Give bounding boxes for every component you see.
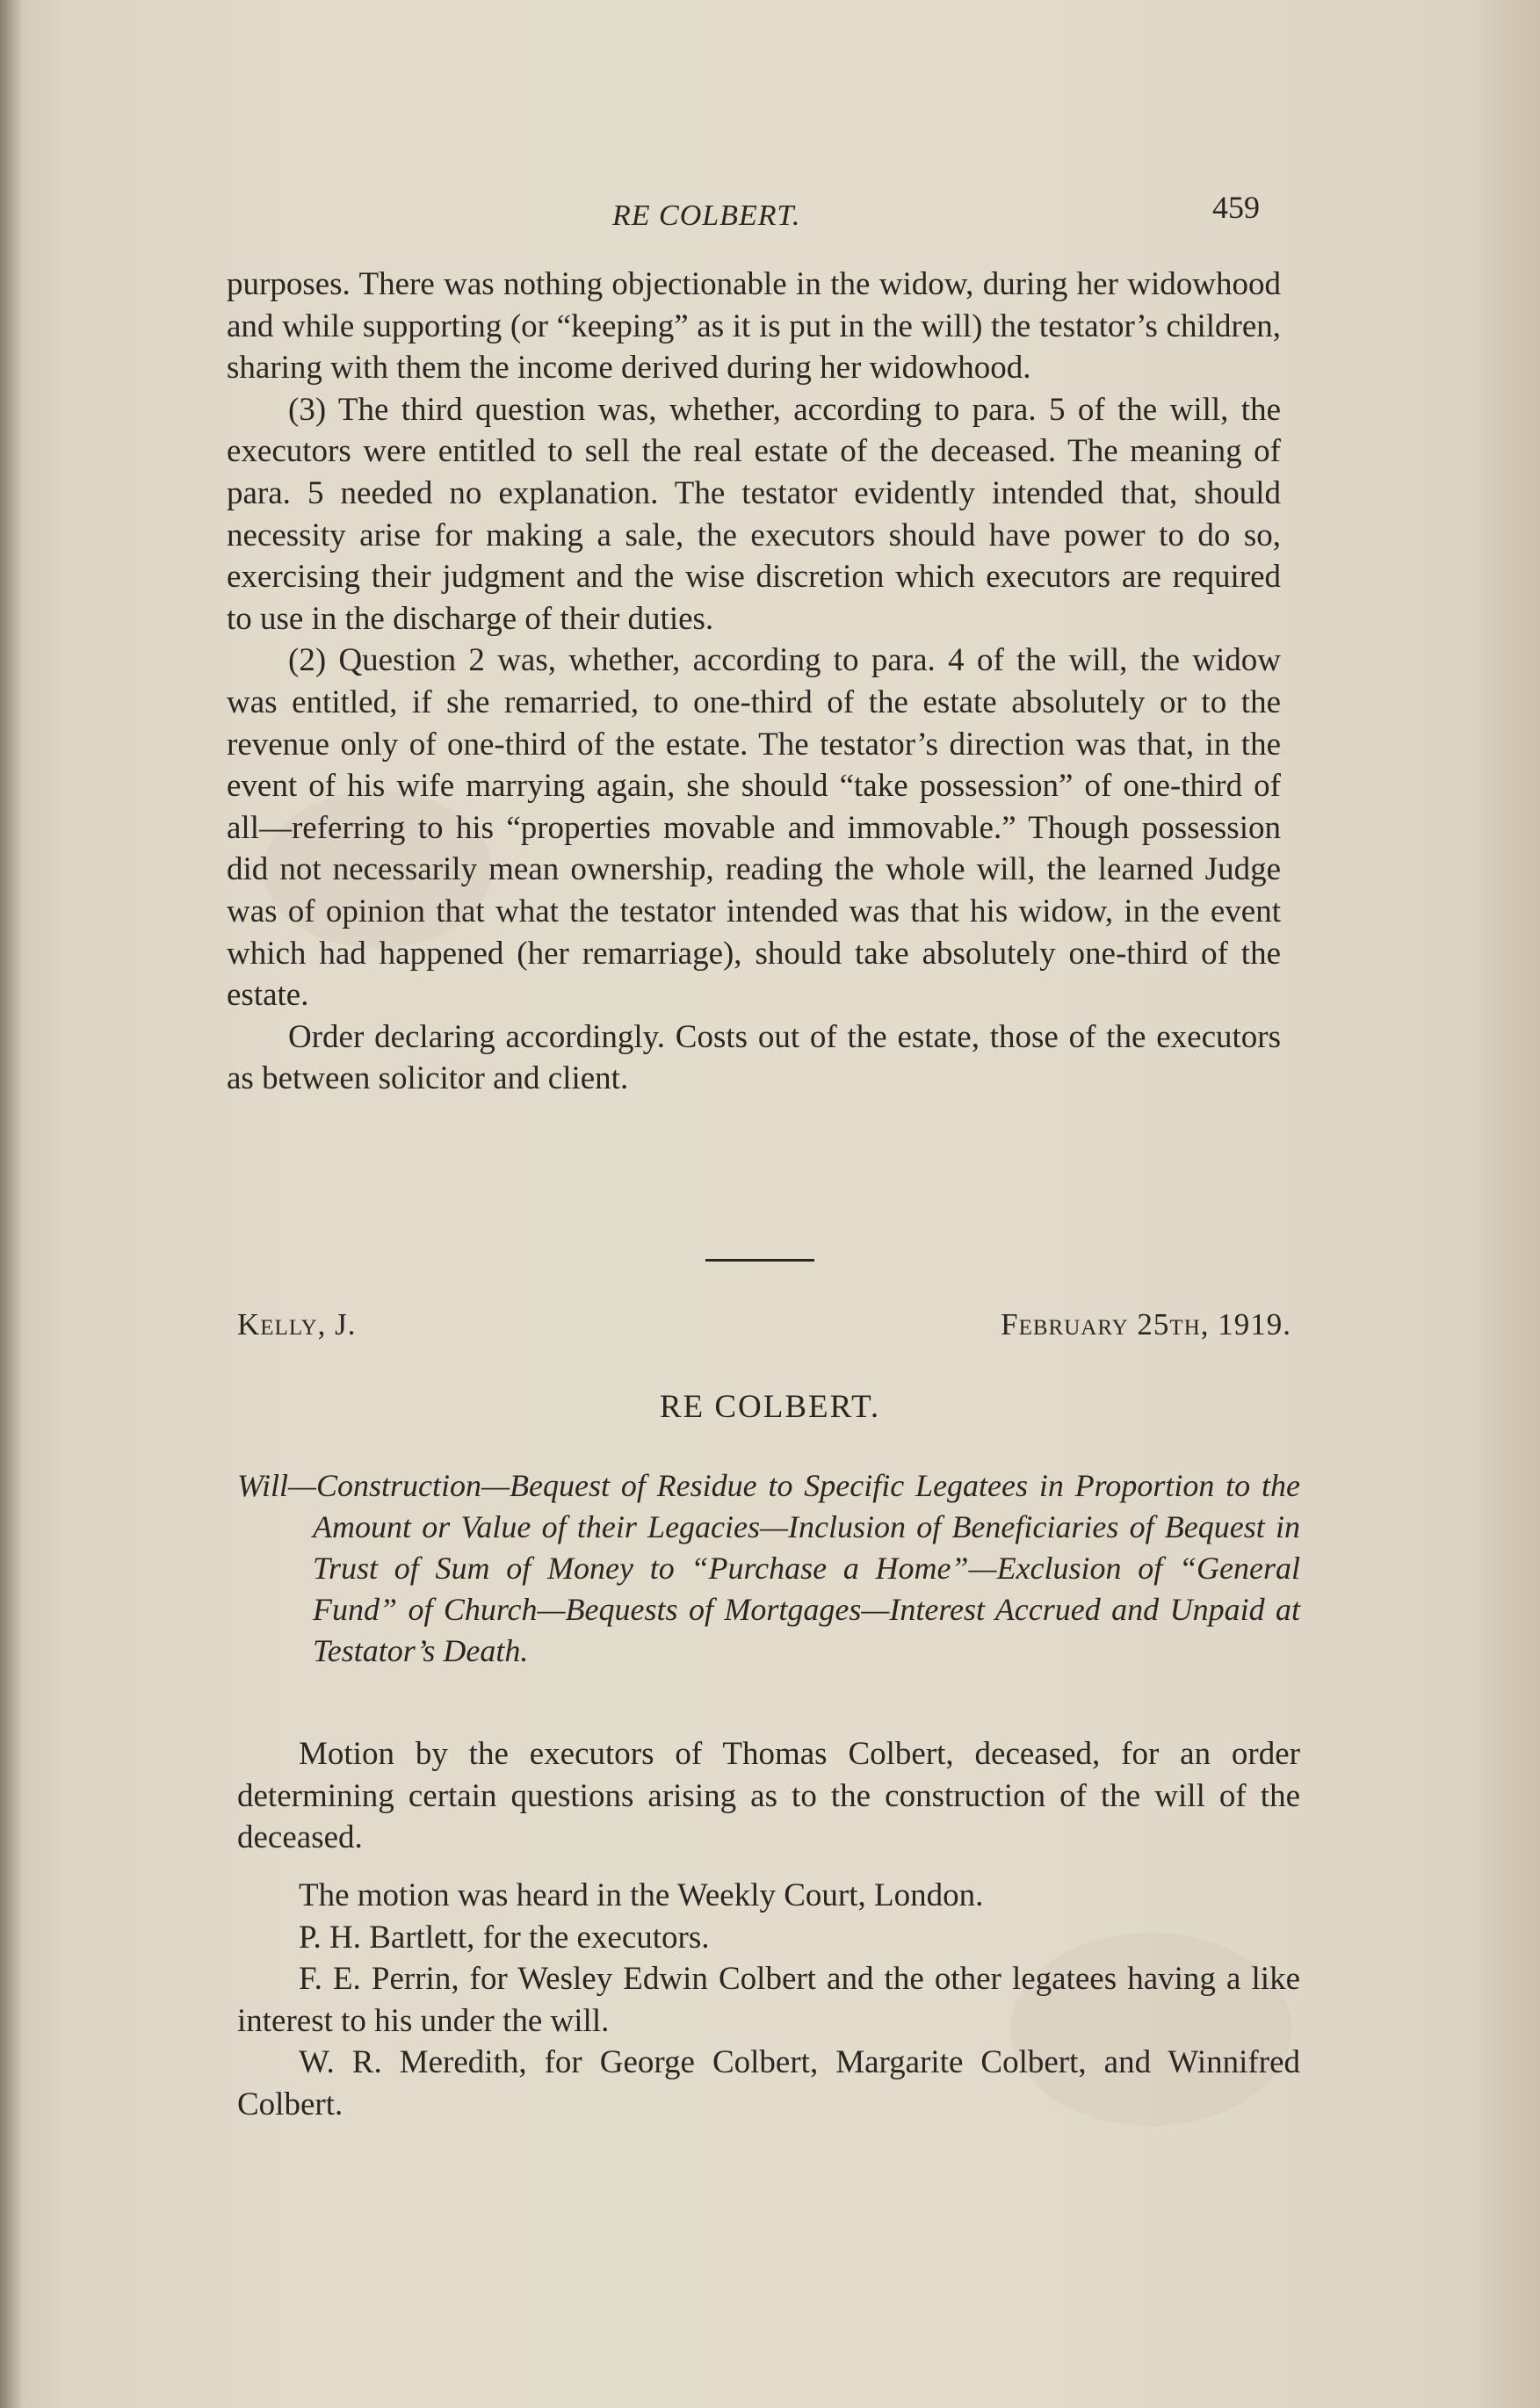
paragraph-purposes: purposes. There was nothing objectionable in the widow, during her widowhood and while supporting (or “keeping” as it is put in the will) the testator’s children, sharing with them the income derived during her widowhood. [227,266,1281,387]
counsel-block [237,1875,1300,2126]
judgment-date: February 25th, 1919. [1001,1307,1291,1341]
section-divider [705,1259,814,1262]
running-head [0,189,1540,242]
page-number: 459 [1212,190,1260,225]
motion-block [237,1733,1300,1859]
paragraph-second-question: (2) Question 2 was, whether, according to para. 4 of the will, the widow was entitled, if she remarried, to one-third of the estate absolutely or to the revenue only of one-third of the estate. The testator’s direction was that, in the event of his wife marrying again, she should “take possession” of one-third of all—referring to his “properties movable and immovable.” Though possession did not necessarily mean ownership, reading the whole will, the learned Judge was of opinion that what the testator intended was that his widow, in the event which had happened (her remarriage), should take absolutely one-third of the estate. [227,642,1281,1014]
running-head-title: RE COLBERT. [612,199,801,232]
upper-text-block [227,264,1281,1100]
paragraph-counsel-meredith: W. R. Meredith, for George Colbert, Margarite Colbert, and Winnifred Colbert. [237,2044,1300,2122]
paragraph-counsel-executors: P. H. Bartlett, for the executors. [299,1919,710,1956]
paragraph-third-question: (3) The third question was, whether, according to para. 5 of the will, the executors were entitled to sell the real estate of the deceased. The meaning of para. 5 needed no explanation. The testator evidently intended that, should necessity arise for making a sale, the executors should have power to do so, exercising their judgment and the wise discretion which executors are required to use in the discharge of their duties. [227,391,1281,637]
case-headnote: Will—Construction—Bequest of Residue to Specific Legatees in Proportion to the Amount or Value of their Legacies—Inclusion of Beneficiaries of Bequest in Trust of Sum of Money to “Purchase a Home”—Exclusion of “General Fund” of Church—Bequests of Mortgages—Interest Accrued and Unpaid at Testator’s Death. [237,1468,1300,1668]
paragraph-counsel-perrin: F. E. Perrin, for Wesley Edwin Colbert and the other legatees having a like interest to his under the will. [237,1961,1300,2039]
paragraph-heard: The motion was heard in the Weekly Court, London. [299,1877,984,1913]
judge-name: Kelly, J. [237,1307,357,1341]
page-spine-shadow [0,0,23,2408]
paragraph-motion: Motion by the executors of Thomas Colbert, deceased, for an order determining certain questions arising as to the construction of the will of the deceased. [237,1736,1300,1856]
paragraph-order: Order declaring accordingly. Costs out of the estate, those of the executors as between solicitor and client. [227,1018,1281,1097]
case-heading-row [237,1307,1291,1351]
case-title: RE COLBERT. [659,1389,881,1425]
